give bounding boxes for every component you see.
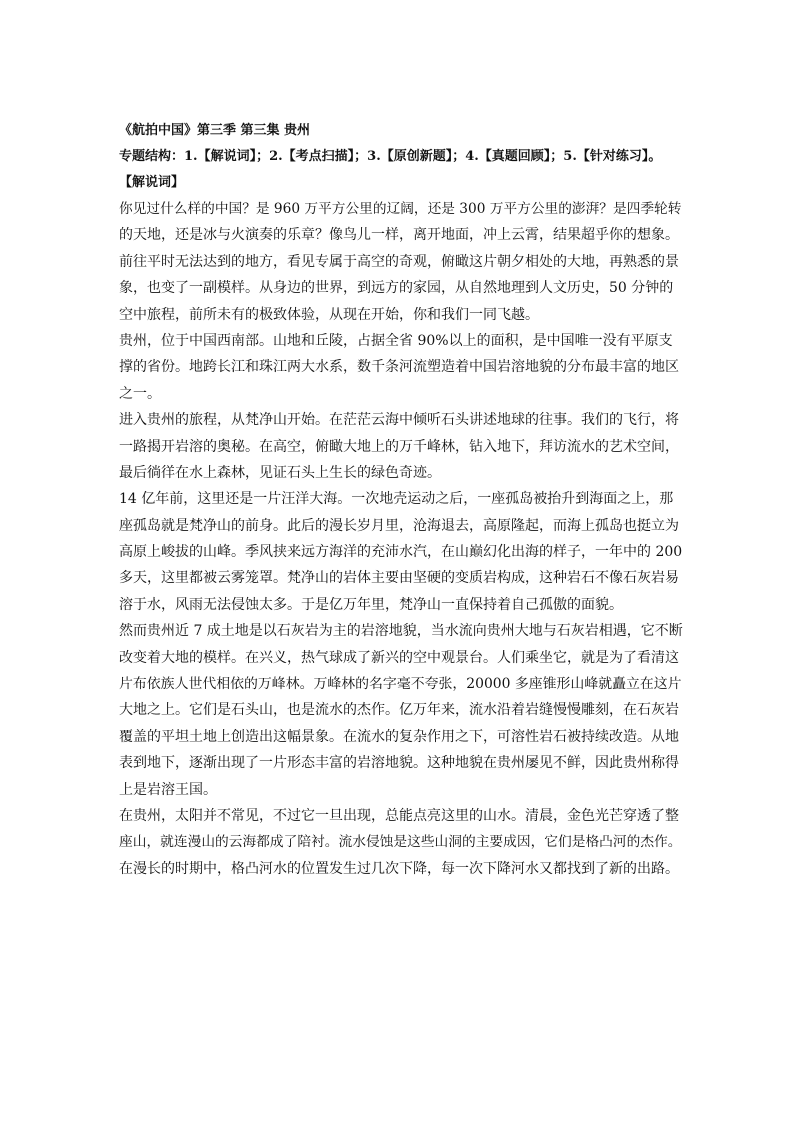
text-line: 在贵州，太阳并不常见，不过它一旦出现，总能点亮这里的山水。清晨，金色光芒穿透了整 bbox=[119, 807, 679, 824]
topic-structure: 专题结构：1.【解说词】；2.【考点扫描】；3.【原创新题】；4.【真题回顾】；5.【针对练习】。 bbox=[119, 149, 662, 164]
text-line: 之一。 bbox=[119, 385, 161, 402]
text-line: 14 亿年前，这里还是一片汪洋大海。一次地壳运动之后，一座孤岛被抬升到海面之上，那 bbox=[119, 491, 674, 508]
paragraph bbox=[119, 328, 685, 407]
text-line: 片布依族人世代相依的万峰林。万峰林的名字毫不夸张，20000 多座锥形山峰就矗立在这片 bbox=[119, 676, 682, 693]
text-line: 你见过什么样的中国？是 960 万平方公里的辽阔，还是 300 万平方公里的澎湃？是四季轮转 bbox=[119, 201, 682, 217]
paragraph bbox=[119, 618, 685, 803]
text-line: 座山，就连漫山的云海都成了陪衬。流水侵蚀是这些山洞的主要成因，它们是格凸河的杰作。 bbox=[119, 834, 682, 851]
text-line: 在漫长的时期中，格凸河水的位置发生过几次下降，每一次下降河水又都找到了新的出路。 bbox=[119, 860, 679, 877]
text-line: 进入贵州的旅程，从梵净山开始。在茫茫云海中倾听石头讲述地球的往事。我们的飞行，将 bbox=[119, 412, 679, 429]
text-line: 然而贵州近 7 成土地是以石灰岩为主的岩溶地貌，当水流向贵州大地与石灰岩相遇，它不断 bbox=[119, 623, 683, 640]
paragraph bbox=[119, 486, 685, 618]
text-line: 前往平时无法达到的地方，看见专属于高空的奇观，俯瞰这片朝夕相处的大地，再熟悉的景 bbox=[119, 253, 679, 270]
text-line: 大地之上。它们是石头山，也是流水的杰作。亿万年来，流水沿着岩缝慢慢雕刻，在石灰岩 bbox=[119, 702, 679, 719]
text-line: 的天地，还是冰与火演奏的乐章？像鸟儿一样，离开地面，冲上云霄，结果超乎你的想象。 bbox=[119, 227, 679, 244]
text-line: 高原上峻拔的山峰。季风挟来远方海洋的充沛水汽，在山巅幻化出海的样子，一年中的 200 bbox=[119, 544, 683, 561]
document-title: 《航拍中国》第三季 第三集 贵州 bbox=[119, 123, 311, 138]
text-line: 贵州，位于中国西南部。山地和丘陵，占据全省 90%以上的面积，是中国唯一没有平原支 bbox=[119, 332, 673, 349]
text-line: 上是岩溶王国。 bbox=[119, 781, 217, 798]
text-line: 覆盖的平坦土地上创造出这幅景象。在流水的复杂作用之下，可溶性岩石被持续改造。从地 bbox=[119, 728, 679, 745]
text-line: 座孤岛就是梵净山的前身。此后的漫长岁月里，沧海退去，高原隆起，而海上孤岛也挺立为 bbox=[119, 517, 679, 534]
text-line: 象，也变了一副模样。从身边的世界，到远方的家园，从自然地理到人文历史，50 分钟的 bbox=[119, 280, 674, 297]
document-page bbox=[119, 118, 685, 882]
text-line: 撑的省份。地跨长江和珠江两大水系，数千条河流塑造着中国岩溶地貌的分布最丰富的地区 bbox=[119, 359, 679, 376]
text-line: 溶于水，风雨无法侵蚀太多。于是亿万年里，梵净山一直保持着自己孤傲的面貌。 bbox=[119, 596, 623, 613]
paragraph bbox=[119, 803, 685, 882]
text-line: 改变着大地的模样。在兴义，热气球成了新兴的空中观景台。人们乘坐它，就是为了看清这 bbox=[119, 649, 679, 666]
paragraph bbox=[119, 196, 685, 328]
text-line: 一路揭开岩溶的奥秘。在高空，俯瞰大地上的万千峰林，钻入地下，拜访流水的艺术空间， bbox=[119, 438, 679, 455]
text-line: 最后徜徉在水上森林，见证石头上生长的绿色奇迹。 bbox=[119, 464, 441, 481]
text-line: 空中旅程，前所未有的极致体验，从现在开始，你和我们一同飞越。 bbox=[119, 306, 539, 323]
text-line: 多天，这里都被云雾笼罩。梵净山的岩体主要由坚硬的变质岩构成，这种岩石不像石灰岩易 bbox=[119, 570, 679, 587]
text-line: 表到地下，逐渐出现了一片形态丰富的岩溶地貌。这种地貌在贵州屡见不鲜，因此贵州称得 bbox=[119, 755, 679, 772]
section-heading: 【解说词】 bbox=[119, 175, 185, 190]
paragraph bbox=[119, 407, 685, 486]
